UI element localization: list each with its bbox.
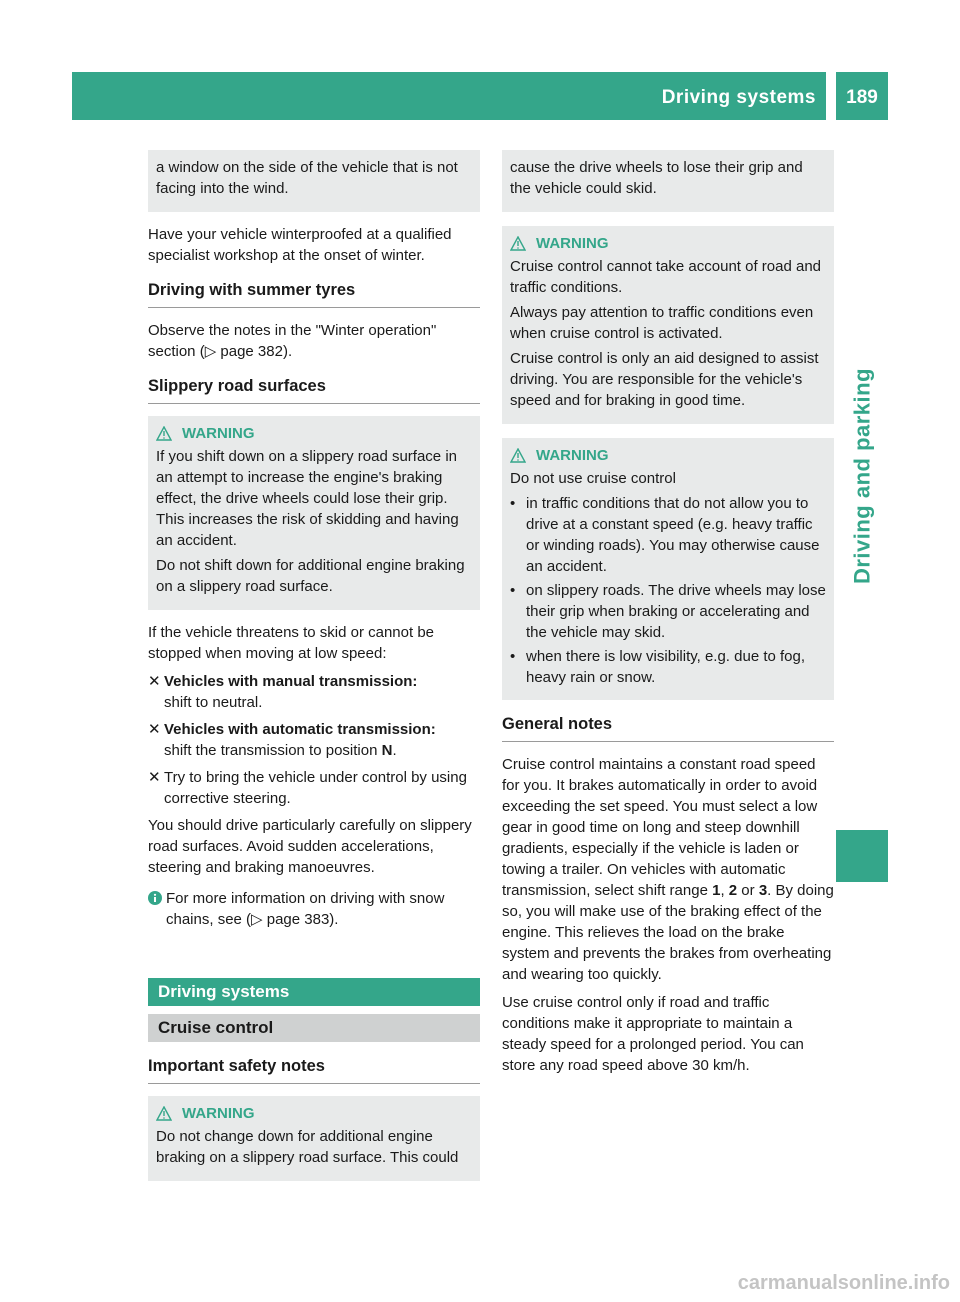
gear-sep: or [737,882,759,899]
list-item-text: on slippery roads. The drive wheels may lose their grip when braking or accelerating and the vehicle may skid. [526,582,826,641]
left-column [148,150,480,1193]
warning-box-shift-down [148,416,480,610]
warning-triangle-icon [156,426,172,441]
general-paragraph [502,754,834,985]
continued-warning-box [502,150,834,212]
gear-3: 3 [758,882,768,899]
warning-header [156,1103,472,1124]
warning-label: WARNING [536,447,609,464]
list-item [510,493,826,577]
warning-header [156,423,472,444]
side-tab-label: Driving and parking [849,367,875,585]
general-text: Cruise control maintains a constant road speed for you. It brakes automatically in order to avoid exceeding the set speed. You must select a low gear in good time on long and steep downhill gradients, especially if the vehicle is laden or towing a trailer. On vehicles with automatic transmission, select shift range [502,756,818,899]
section-general-notes: General notes [502,714,834,742]
watermark: carmanualsonline.info [737,1272,950,1294]
step-automatic [148,719,480,761]
page-number: 189 [846,87,878,108]
warning-label: WARNING [182,1105,255,1122]
warning-header [510,445,826,466]
info-note [148,888,480,930]
step-arrow-icon: ✕ [148,769,161,786]
warning-text: Always pay attention to traffic conditions even when cruise control is activated. [510,304,814,342]
list-item-text: in traffic conditions that do not allow you to drive at a constant speed (e.g. heavy traffic or winding roads). You may otherwise cause an accident. [526,495,820,575]
bullet-icon: • [510,495,516,512]
summer-tyres-text: Observe the notes in the "Winter operation" section (▷ page 382). [148,322,437,360]
warning-text: Do not use cruise control [510,470,676,487]
warning-triangle-icon [156,1106,172,1121]
list-item [510,580,826,643]
warning-text: Cruise control is only an aid designed to assist driving. You are responsible for the vehicle's speed and for braking in good time. [510,350,819,409]
warning-text: If you shift down on a slippery road surface in an attempt to increase the engine's braking effect, the drive wheels could lose their grip. This increases the risk of skidding and having an accident. [156,448,459,549]
continued-note-text: a window on the side of the vehicle that is not facing into the wind. [156,159,458,197]
gear-sep: , [720,882,729,899]
section-safety-notes: Important safety notes [148,1056,480,1084]
step-text: shift the transmission to position [164,742,382,759]
step-bold: Vehicles with manual transmission: [164,673,418,690]
band-cruise-control: Cruise control [148,1014,480,1042]
step-bold: Vehicles with automatic transmission: [164,721,436,738]
warning-triangle-icon [510,448,526,463]
warning-box-do-not-use [502,438,834,700]
info-icon [148,888,166,930]
warning-box-cruise [502,226,834,424]
general-paragraph-2: Use cruise control only if road and traffic conditions make it appropriate to maintain a steady speed for a prolonged period. You can store any road speed above 30 km/h. [502,994,804,1074]
step-arrow-icon: ✕ [148,673,161,690]
right-column [502,150,834,1083]
side-block [836,830,888,882]
section-slippery-roads: Slippery road surfaces [148,376,480,404]
step-text: Try to bring the vehicle under control by using corrective steering. [164,769,467,807]
position-n: N [381,742,393,759]
section-summer-tyres: Driving with summer tyres [148,280,480,308]
step-arrow-icon: ✕ [148,721,161,738]
side-tab [836,136,888,816]
warning-label: WARNING [182,425,255,442]
gear-2: 2 [728,882,738,899]
winterproof-paragraph: Have your vehicle winterproofed at a qualified specialist workshop at the onset of winter. [148,226,452,264]
band-driving-systems: Driving systems [148,978,480,1006]
continued-warning-text: cause the drive wheels to lose their grip and the vehicle could skid. [510,159,803,197]
list-item [510,646,826,688]
list-item-text: when there is low visibility, e.g. due to fog, heavy rain or snow. [526,648,806,686]
step-end: . [392,742,397,759]
continued-note-box [148,150,480,212]
warning-text: Do not shift down for additional engine braking on a slippery road surface. [156,557,465,595]
bullet-icon: • [510,582,516,599]
careful-paragraph: You should drive particularly carefully on slippery road surfaces. Avoid sudden accelerations, steering and braking manoeuvres. [148,817,472,876]
header-title: Driving systems [661,87,816,108]
gear-1: 1 [712,882,721,899]
bullet-icon: • [510,648,516,665]
warning-text: Do not change down for additional engine braking on a slippery road surface. This could [156,1128,459,1166]
step-text: shift to neutral. [164,694,263,711]
step-steer [148,767,480,809]
info-text: For more information on driving with snow chains, see (▷ page 383). [166,890,445,928]
warning-box-change-down [148,1096,480,1181]
warning-triangle-icon [510,236,526,251]
warning-text: Cruise control cannot take account of road and traffic conditions. [510,258,822,296]
general-text: . By doing so, you will make use of the braking effect of the engine. This relieves the load on the brake system and prevents the brakes from overheating and wearing too quickly. [502,882,834,983]
skid-intro: If the vehicle threatens to skid or cannot be stopped when moving at low speed: [148,624,435,662]
warning-header [510,233,826,254]
warning-label: WARNING [536,235,609,252]
step-manual [148,671,480,713]
